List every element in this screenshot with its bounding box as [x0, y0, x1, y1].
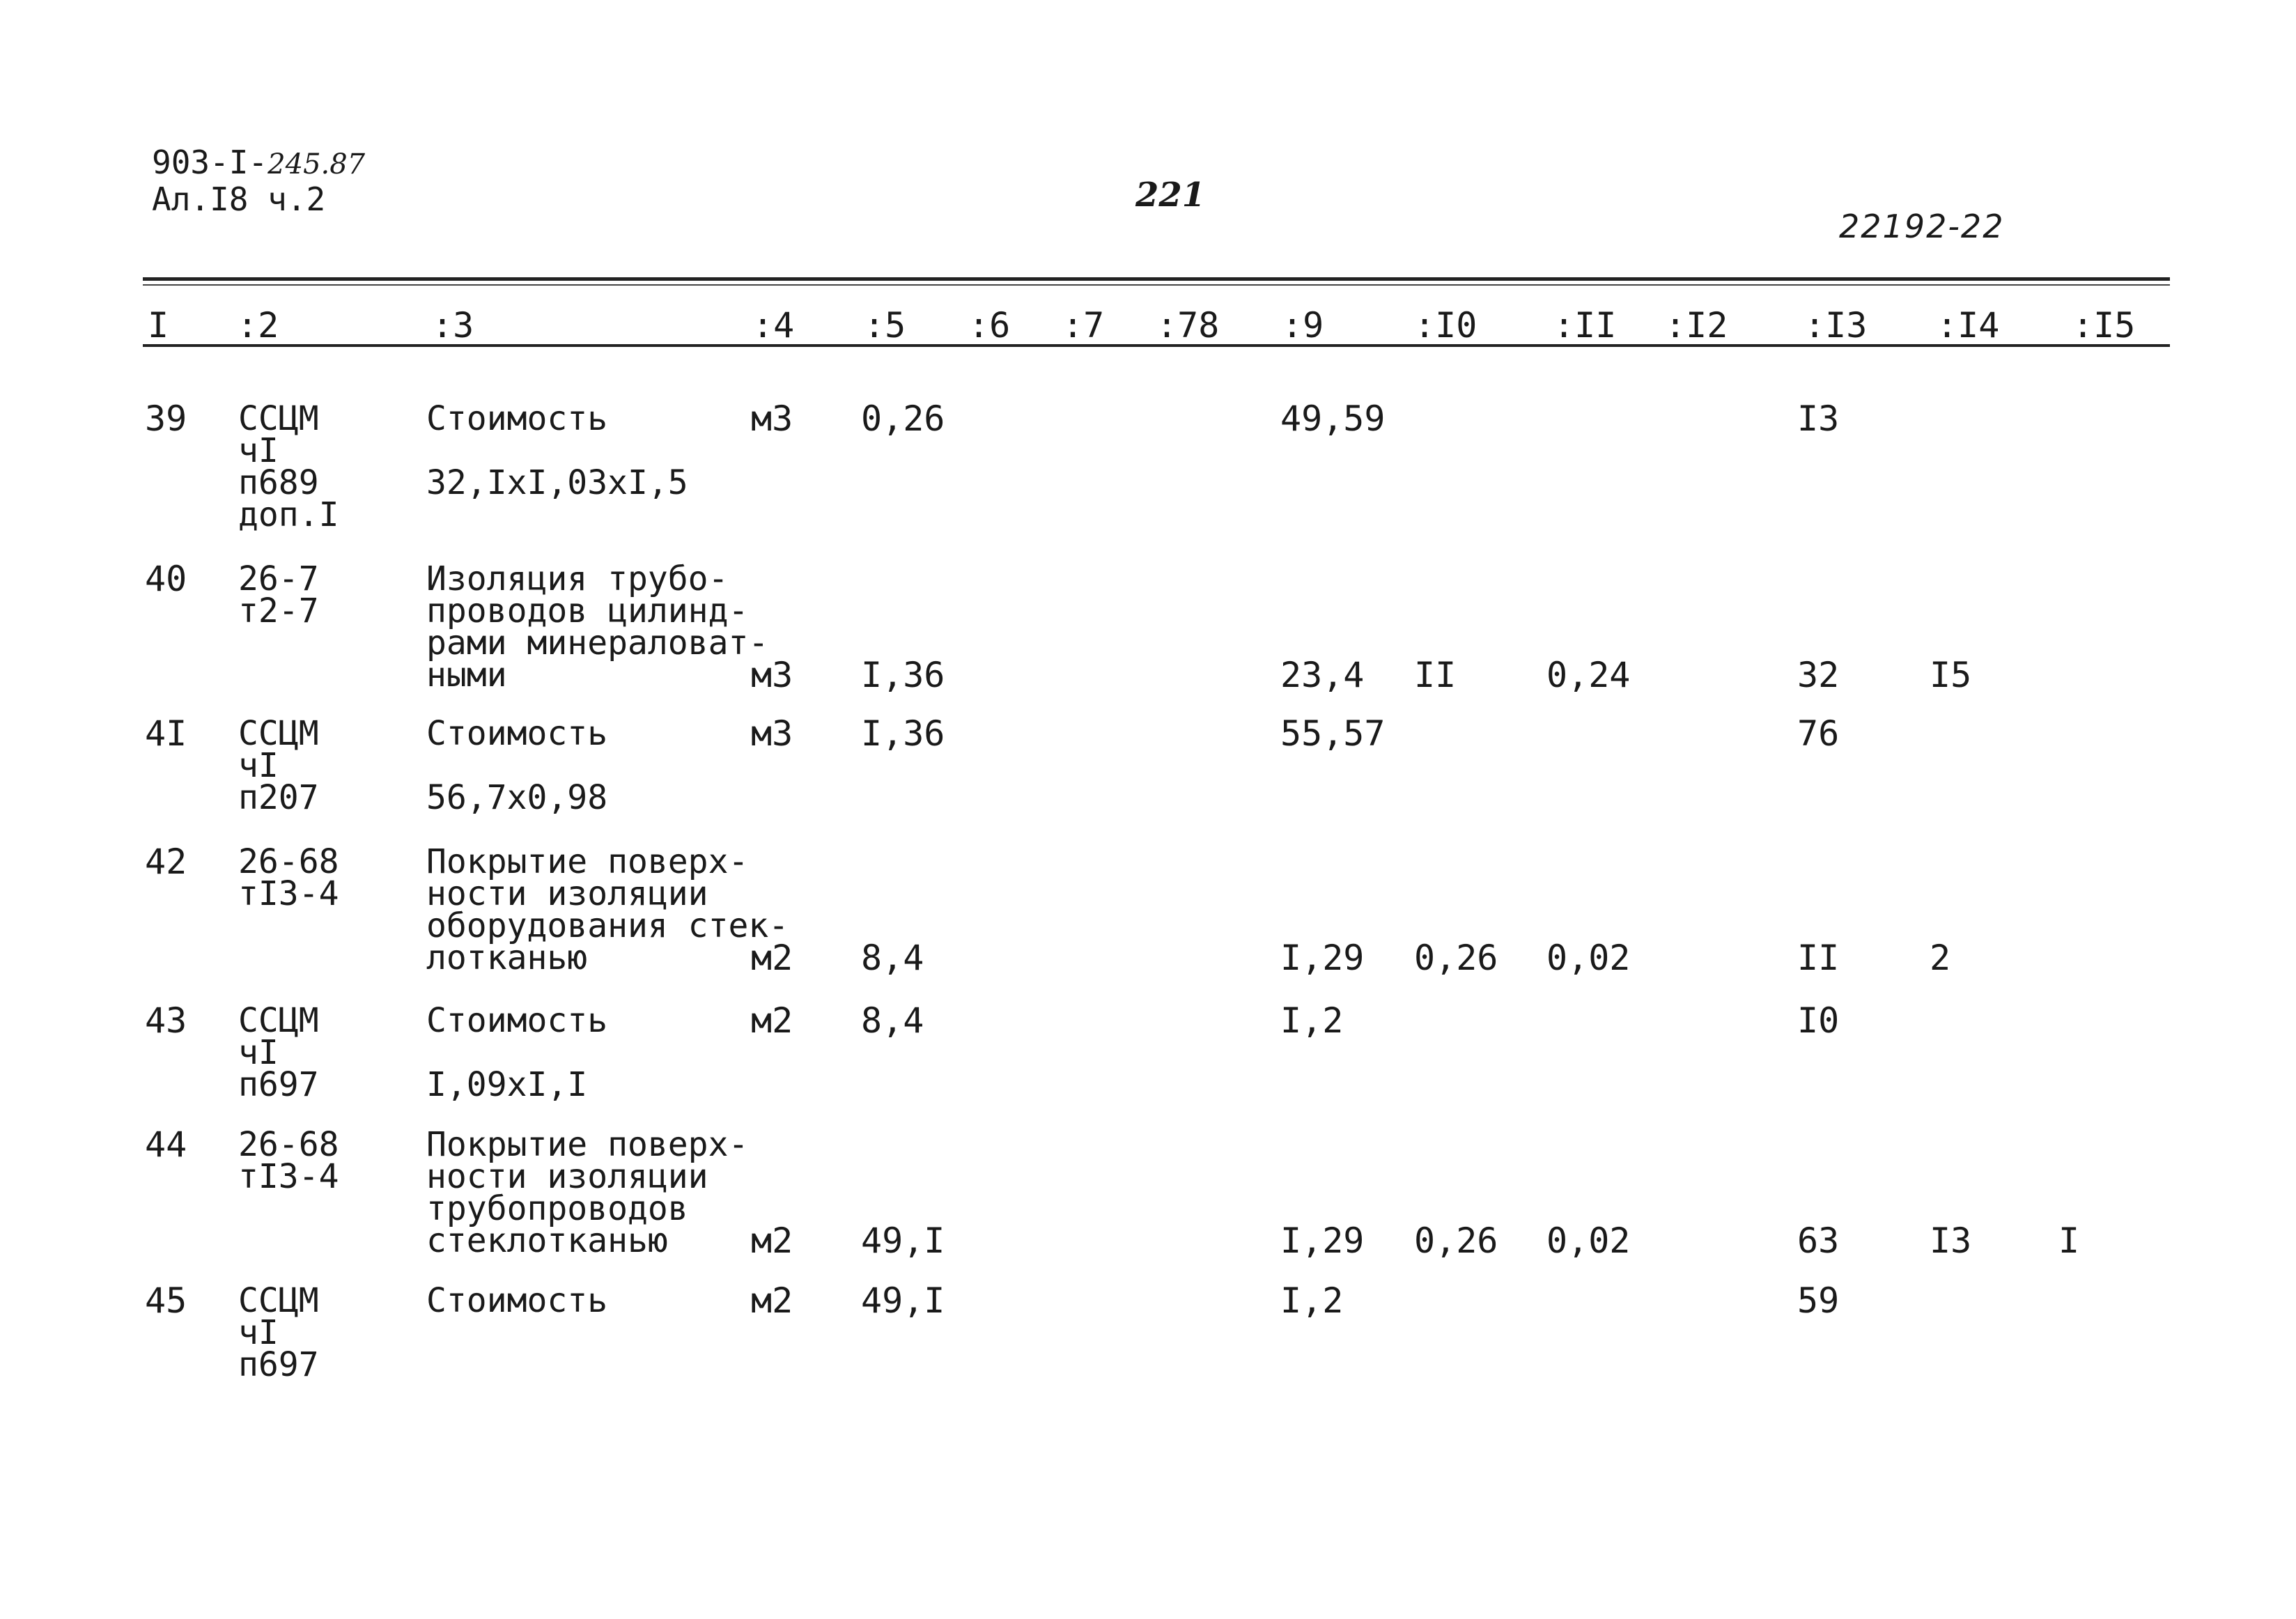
column-header: :4	[752, 305, 795, 346]
row-c13: 63	[1797, 1221, 1840, 1261]
row-name: Стоимость	[426, 399, 608, 438]
row-c15: I	[2058, 1221, 2080, 1261]
row-calc: I,09xI,I	[426, 1065, 588, 1104]
page-number: 221	[1135, 176, 1206, 215]
row-name: Стоимость	[426, 714, 608, 753]
row-qty: 8,4	[861, 938, 924, 978]
row-calc: 56,7x0,98	[426, 778, 608, 817]
column-header: :I3	[1804, 305, 1868, 346]
column-header: :5	[864, 305, 906, 346]
column-header: :II	[1553, 305, 1617, 346]
row-c9: 23,4	[1280, 655, 1365, 695]
row-c13: 59	[1797, 1280, 1840, 1321]
document-reference	[152, 145, 365, 217]
album-label: Ал.I8 ч.2	[152, 180, 326, 218]
row-qty: 8,4	[861, 1000, 924, 1041]
row-code: 26-68 тI3-4	[238, 842, 339, 913]
table-top-rule-thin	[143, 284, 2170, 286]
row-unit: м2	[751, 1221, 793, 1261]
row-name: Покрытие поверх- ности изоляции трубопроводов стеклотканью	[426, 1125, 749, 1260]
row-qty: 49,I	[861, 1221, 945, 1261]
row-c13: 76	[1797, 713, 1840, 754]
row-c9: I,29	[1280, 1221, 1365, 1261]
row-unit: м2	[751, 1000, 793, 1041]
row-no: 42	[145, 842, 187, 882]
row-code: ССЦМ чI п697	[238, 1001, 319, 1104]
row-no: 45	[145, 1280, 187, 1321]
row-name: Стоимость	[426, 1001, 608, 1040]
row-c9: I,29	[1280, 938, 1365, 978]
row-unit: м2	[751, 938, 793, 978]
row-qty: I,36	[861, 713, 945, 754]
column-header: I	[148, 305, 169, 346]
column-header: :I4	[1937, 305, 2000, 346]
row-c14: I3	[1930, 1221, 1972, 1261]
column-header: :7	[1062, 305, 1105, 346]
row-c10: 0,26	[1414, 938, 1498, 978]
table-top-rule	[143, 277, 2170, 281]
row-no: 44	[145, 1124, 187, 1165]
row-code: ССЦМ чI п207	[238, 714, 319, 817]
row-c9: I,2	[1280, 1000, 1344, 1041]
row-qty: I,36	[861, 655, 945, 695]
column-header: :I2	[1665, 305, 1728, 346]
row-c9: 49,59	[1280, 398, 1386, 439]
row-name: Изоляция трубо- проводов цилинд- рами минераловат- ными	[426, 559, 769, 695]
row-unit: м3	[751, 655, 793, 695]
row-unit: м3	[751, 713, 793, 754]
row-no: 4I	[145, 713, 187, 754]
row-c9: I,2	[1280, 1280, 1344, 1321]
row-qty: 49,I	[861, 1280, 945, 1321]
row-qty: 0,26	[861, 398, 945, 439]
column-header: :3	[432, 305, 474, 346]
doc-ref-prefix: 903-I-	[152, 144, 268, 181]
row-name: Покрытие поверх- ности изоляции оборудования стек- лотканью	[426, 842, 789, 977]
row-c13: II	[1797, 938, 1840, 978]
row-c10: II	[1414, 655, 1457, 695]
row-code: 26-7 т2-7	[238, 559, 319, 630]
row-unit: м2	[751, 1280, 793, 1321]
row-code: 26-68 тI3-4	[238, 1125, 339, 1196]
document-code: 22192-22	[1839, 208, 2005, 245]
row-c13: I0	[1797, 1000, 1840, 1041]
row-unit: м3	[751, 398, 793, 439]
row-code: ССЦМ чI п689 доп.I	[238, 399, 339, 534]
row-c10: 0,26	[1414, 1221, 1498, 1261]
row-c11: 0,24	[1546, 655, 1631, 695]
column-header: :I5	[2072, 305, 2136, 346]
row-c9: 55,57	[1280, 713, 1386, 754]
row-no: 43	[145, 1000, 187, 1041]
row-no: 40	[145, 559, 187, 599]
row-c14: 2	[1930, 938, 1951, 978]
column-header: :78	[1156, 305, 1220, 346]
column-header: :2	[237, 305, 279, 346]
row-no: 39	[145, 398, 187, 439]
column-header: :6	[968, 305, 1011, 346]
row-c14: I5	[1930, 655, 1972, 695]
row-c11: 0,02	[1546, 1221, 1631, 1261]
column-header: :I0	[1414, 305, 1477, 346]
row-name: Стоимость	[426, 1281, 608, 1320]
row-c13: 32	[1797, 655, 1840, 695]
doc-ref-handwritten: 245.87	[267, 148, 366, 180]
row-calc: 32,IxI,03xI,5	[426, 463, 688, 502]
row-c13: I3	[1797, 398, 1840, 439]
row-c11: 0,02	[1546, 938, 1631, 978]
column-header: :9	[1282, 305, 1324, 346]
row-code: ССЦМ чI п697	[238, 1281, 319, 1384]
